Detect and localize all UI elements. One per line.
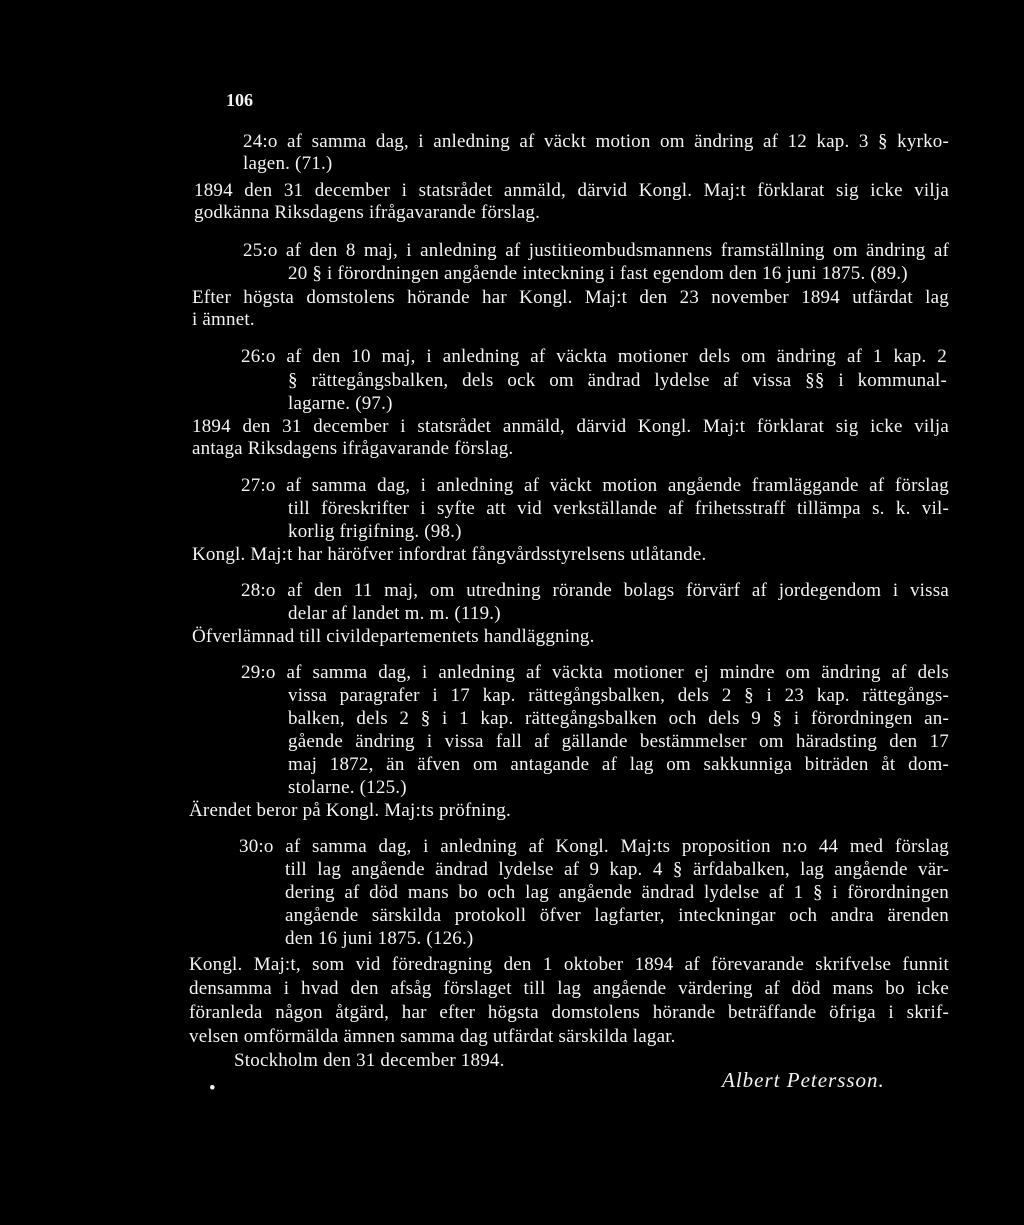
text-line: 25:o af den 8 maj, i anledning af justitieombudsmannens framställning om ändring af xyxy=(243,240,949,261)
text-line: gående ändring i vissa fall af gällande bestämmelser om häradsting den 17 xyxy=(288,731,949,752)
text-line: korlig frigifning. (98.) xyxy=(288,521,462,542)
text-line: Kongl. Maj:t, som vid föredragning den 1 oktober 1894 af förevarande skrifvelse funnit xyxy=(189,954,949,975)
text-line: godkänna Riksdagens ifrågavarande förslag. xyxy=(194,202,541,223)
text-line: Stockholm den 31 december 1894. xyxy=(234,1050,505,1071)
text-line: delar af landet m. m. (119.) xyxy=(288,603,501,624)
text-line: § rättegångsbalken, dels ock om ändrad lydelse af vissa §§ i kommunal- xyxy=(288,370,947,391)
text-line: till lag angående ändrad lydelse af 9 kap. 4 § ärfdabalken, lag angående vär- xyxy=(285,859,949,880)
text-line: 27:o af samma dag, i anledning af väckt motion angående framläggande af förslag xyxy=(241,475,949,496)
text-line: 20 § i förordningen angående inteckning i fast egendom den 16 juni 1875. (89.) xyxy=(288,263,908,284)
text-line: antaga Riksdagens ifrågavarande förslag. xyxy=(192,438,514,459)
text-line: Ärendet beror på Kongl. Maj:ts pröfning. xyxy=(189,800,511,821)
text-line: Efter högsta domstolens hörande har Kongl. Maj:t den 23 november 1894 utfärdat lag xyxy=(192,287,949,308)
text-line: 28:o af den 11 maj, om utredning rörande bolags förvärf af jordegendom i vissa xyxy=(241,580,949,601)
page-number: 106 xyxy=(226,90,253,110)
text-line: 24:o af samma dag, i anledning af väckt motion om ändring af 12 kap. 3 § kyrko- xyxy=(243,131,949,152)
text-line: 1894 den 31 december i statsrådet anmäld, därvid Kongl. Maj:t förklarat sig icke vilja xyxy=(194,180,949,201)
text-line: Öfverlämnad till civildepartementets handläggning. xyxy=(192,626,595,647)
text-line: maj 1872, än äfven om antagande af lag om sakkunniga biträden åt dom- xyxy=(288,754,949,775)
text-line: dering af död mans bo och lag angående ändrad lydelse af 1 § i förordningen xyxy=(285,882,949,903)
text-line: angående särskilda protokoll öfver lagfarter, inteckningar och andra ärenden xyxy=(285,905,949,926)
text-line: föranleda någon åtgärd, har efter högsta domstolens hörande beträffande öfriga i skrif- xyxy=(189,1002,949,1023)
text-line: Kongl. Maj:t har häröfver infordrat fångvårdsstyrelsens utlåtande. xyxy=(192,544,707,565)
text-line: vissa paragrafer i 17 kap. rättegångsbalken, dels 2 § i 23 kap. rättegångs- xyxy=(288,685,949,706)
text-line: velsen omförmälda ämnen samma dag utfärdat särskilda lagar. xyxy=(189,1026,676,1047)
signature: Albert Petersson. xyxy=(722,1068,885,1092)
text-line: stolarne. (125.) xyxy=(288,777,407,798)
text-line: 1894 den 31 december i statsrådet anmäld, därvid Kongl. Maj:t förklarat sig icke vilja xyxy=(192,416,949,437)
text-line: lagarne. (97.) xyxy=(288,393,393,414)
text-line: densamma i hvad den afsåg förslaget till lag angående värdering af död mans bo icke xyxy=(189,978,949,999)
text-line: 30:o af samma dag, i anledning af Kongl. Maj:ts proposition n:o 44 med förslag xyxy=(239,836,949,857)
text-line: lagen. (71.) xyxy=(243,153,333,174)
text-line: balken, dels 2 § i 1 kap. rättegångsbalken och dels 9 § i förordningen an- xyxy=(288,708,949,729)
text-line: den 16 juni 1875. (126.) xyxy=(285,928,474,949)
text-line: till föreskrifter i syfte att vid verkställande af frihetsstraff tillämpa s. k. vil- xyxy=(288,498,949,519)
text-line: 26:o af den 10 maj, i anledning af väckta motioner dels om ändring af 1 kap. 2 xyxy=(241,346,947,367)
text-line: 29:o af samma dag, i anledning af väckta motioner ej mindre om ändring af dels xyxy=(241,662,949,683)
margin-dot: • xyxy=(209,1078,216,1099)
text-line: i ämnet. xyxy=(192,309,255,330)
